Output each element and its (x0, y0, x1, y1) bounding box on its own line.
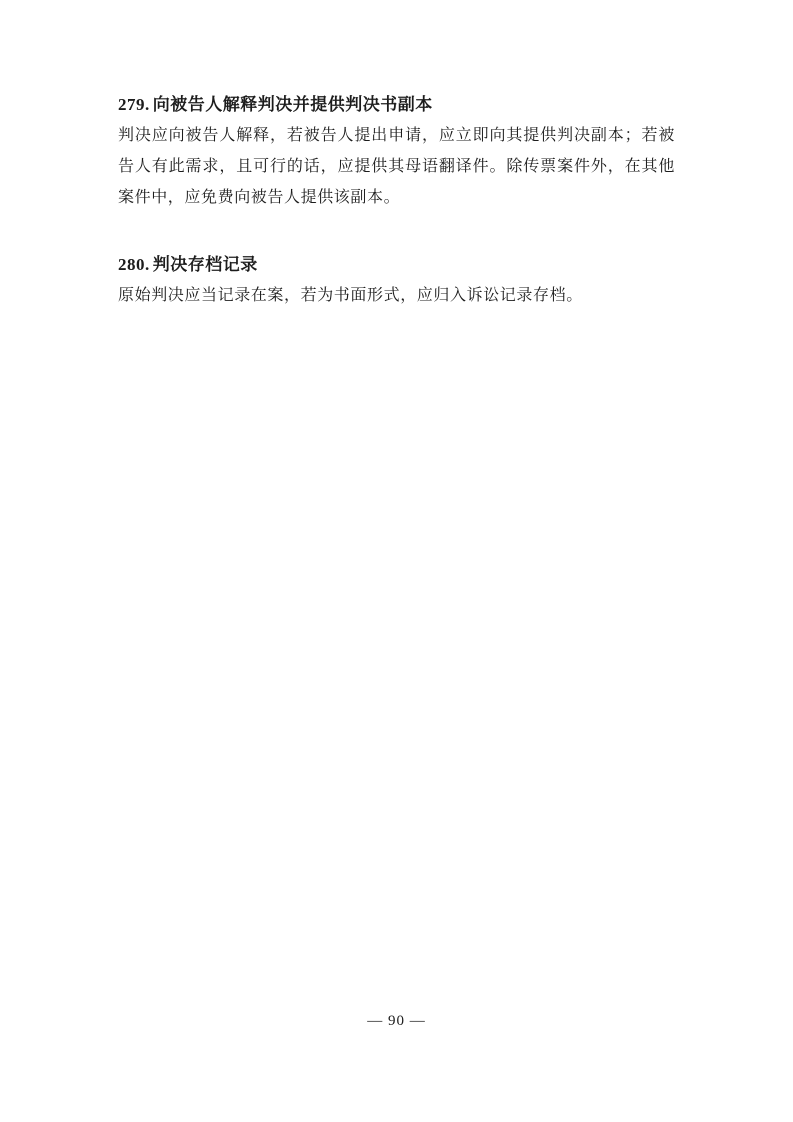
page-content (118, 89, 675, 311)
section-body-text: 原始判决应当记录在案，若为书面形式，应归入诉讼记录存档。 (118, 287, 583, 304)
section-title: 判决存档记录 (152, 255, 258, 274)
section-body-text: 判决应向被告人解释，若被告人提出申请，应立即向其提供判决副本；若被告人有此需求，且可行的话，应提供其母语翻译件。除传票案件外，在其他案件中，应免费向被告人提供该副本。 (118, 127, 675, 206)
section-279 (118, 89, 675, 213)
section-number: 280. (118, 255, 150, 274)
page-number: — 90 — (367, 1013, 426, 1029)
section-heading (118, 249, 675, 280)
page-footer (0, 1010, 793, 1032)
section-title: 向被告人解释判决并提供判决书副本 (152, 95, 433, 114)
section-280 (118, 249, 675, 311)
section-number: 279. (118, 95, 150, 114)
section-heading (118, 89, 675, 120)
